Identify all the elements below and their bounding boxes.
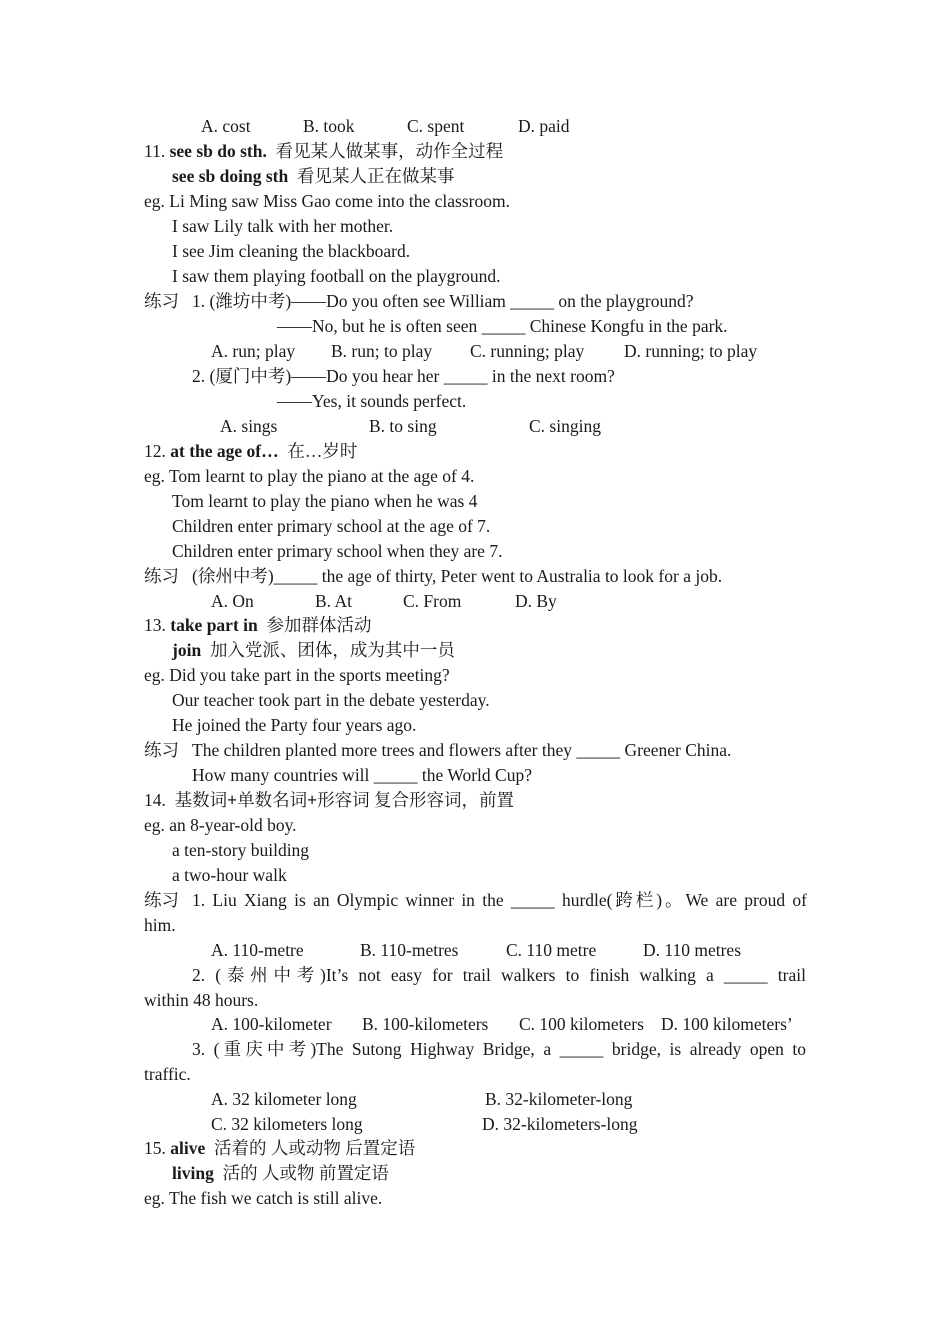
exercise-question: How many countries will _____ the World Cup?	[192, 765, 532, 785]
section-number: 12.	[144, 441, 166, 461]
exercise-label: 练习	[144, 890, 179, 910]
key-phrase-line	[172, 639, 455, 661]
section-heading-13	[144, 614, 372, 636]
exercise-question: 1. Liu Xiang is an Olympic winner in the _____ hurdle(跨栏)。We are proud of	[192, 890, 807, 910]
option-a: A. cost	[201, 116, 251, 136]
option-c: C. 32 kilometers long	[211, 1114, 363, 1134]
exercise-question: 3. (重庆中考)The Sutong Highway Bridge, a _____ bridge, is already open to	[192, 1039, 806, 1059]
exercise-question: 2. (泰州中考)It’s not easy for trail walkers to finish walking a _____ trail	[192, 965, 806, 985]
example-line: a ten-story building	[172, 840, 310, 860]
section-heading-12	[144, 440, 357, 462]
example-line: Children enter primary school at the age of 7.	[172, 516, 491, 536]
example-line: eg. Tom learnt to play the piano at the age of 4.	[144, 466, 475, 486]
option-d: D. running; to play	[624, 341, 758, 361]
key-phrase: see sb do sth.	[169, 141, 267, 161]
chinese-gloss: 形容词 复合形容词，前置	[317, 790, 514, 810]
section-heading-14	[144, 789, 514, 811]
example-line: I saw them playing football on the playground.	[172, 266, 501, 286]
option-c: C. singing	[529, 416, 601, 436]
option-b: B. At	[315, 591, 352, 611]
exercise-question-cont: within 48 hours.	[144, 990, 259, 1010]
exercise-answer: ——Yes, it sounds perfect.	[277, 391, 467, 411]
exercise-question: (徐州中考)_____ the age of thirty, Peter went to Australia to look for a job.	[192, 566, 723, 586]
option-b: B. run; to play	[331, 341, 433, 361]
chinese-gloss: 基数词	[174, 790, 228, 810]
example-line: I see Jim cleaning the blackboard.	[172, 241, 411, 261]
chinese-gloss: 看见某人做某事，动作全过程	[275, 141, 504, 161]
key-phrase: at the age of…	[170, 441, 279, 461]
example-line: Our teacher took part in the debate yesterday.	[172, 690, 490, 710]
plus-sign: +	[307, 790, 318, 810]
chinese-gloss: 加入党派、团体，成为其中一员	[209, 640, 455, 660]
example-line: eg. an 8-year-old boy.	[144, 815, 297, 835]
option-d: D. By	[515, 591, 557, 611]
key-phrase: alive	[170, 1138, 206, 1158]
option-a: A. 110-metre	[211, 940, 304, 960]
chinese-gloss: 看见某人正在做某事	[296, 166, 455, 186]
option-c: C. running; play	[470, 341, 585, 361]
exercise-question: 1. (潍坊中考)——Do you often see William _____ on the playground?	[192, 291, 694, 311]
example-line: a two-hour walk	[172, 865, 287, 885]
key-phrase-line	[172, 165, 454, 187]
plus-sign: +	[227, 790, 238, 810]
section-heading-11	[144, 140, 503, 162]
option-b: B. 110-metres	[360, 940, 459, 960]
option-c: C. spent	[407, 116, 465, 136]
exercise-label: 练习	[144, 291, 179, 311]
example-line: eg. Li Ming saw Miss Gao come into the classroom.	[144, 191, 510, 211]
option-a: A. On	[211, 591, 254, 611]
example-line: Tom learnt to play the piano when he was 4	[172, 491, 478, 511]
key-phrase: see sb doing sth	[172, 166, 289, 186]
chinese-gloss: 在…岁时	[287, 441, 358, 461]
options-line	[201, 115, 251, 137]
section-number: 14.	[144, 790, 166, 810]
chinese-gloss: 活着的 人或动物 后置定语	[214, 1138, 416, 1158]
chinese-gloss: 活的 人或物 前置定语	[222, 1163, 389, 1183]
section-number: 11.	[144, 141, 166, 161]
section-number: 13.	[144, 615, 166, 635]
section-heading-15	[144, 1137, 415, 1159]
key-phrase: living	[172, 1163, 214, 1183]
option-a: A. run; play	[211, 341, 296, 361]
exercise-question-cont: him.	[144, 915, 176, 935]
option-d: D. 100 kilometers’	[661, 1014, 793, 1034]
example-line: eg. The fish we catch is still alive.	[144, 1188, 383, 1208]
key-phrase-line	[172, 1162, 389, 1184]
option-d: D. 110 metres	[643, 940, 742, 960]
option-c: C. 110 metre	[506, 940, 597, 960]
option-b: B. 32-kilometer-long	[485, 1089, 633, 1109]
exercise-label: 练习	[144, 566, 179, 586]
option-d: D. paid	[518, 116, 570, 136]
option-a: A. 32 kilometer long	[211, 1089, 357, 1109]
example-line: eg. Did you take part in the sports meeting?	[144, 665, 450, 685]
exercise-label: 练习	[144, 740, 179, 760]
exercise-question-cont: traffic.	[144, 1064, 191, 1084]
example-line: Children enter primary school when they are 7.	[172, 541, 503, 561]
option-b: B. 100-kilometers	[362, 1014, 489, 1034]
example-line: I saw Lily talk with her mother.	[172, 216, 394, 236]
section-number: 15.	[144, 1138, 166, 1158]
exercise-answer: ——No, but he is often seen _____ Chinese Kongfu in the park.	[277, 316, 728, 336]
option-c: C. From	[403, 591, 462, 611]
key-phrase: join	[172, 640, 202, 660]
option-b: B. took	[303, 116, 355, 136]
chinese-gloss: 参加群体活动	[266, 615, 372, 635]
exercise-question: The children planted more trees and flowers after they _____ Greener China.	[192, 740, 732, 760]
option-a: A. 100-kilometer	[211, 1014, 332, 1034]
option-c: C. 100 kilometers	[519, 1014, 644, 1034]
exercise-question: 2. (厦门中考)——Do you hear her _____ in the next room?	[192, 366, 615, 386]
key-phrase: take part in	[170, 615, 258, 635]
option-b: B. to sing	[369, 416, 437, 436]
option-a: A. sings	[220, 416, 278, 436]
option-d: D. 32-kilometers-long	[482, 1114, 638, 1134]
chinese-gloss: 单数名词	[237, 790, 308, 810]
example-line: He joined the Party four years ago.	[172, 715, 417, 735]
